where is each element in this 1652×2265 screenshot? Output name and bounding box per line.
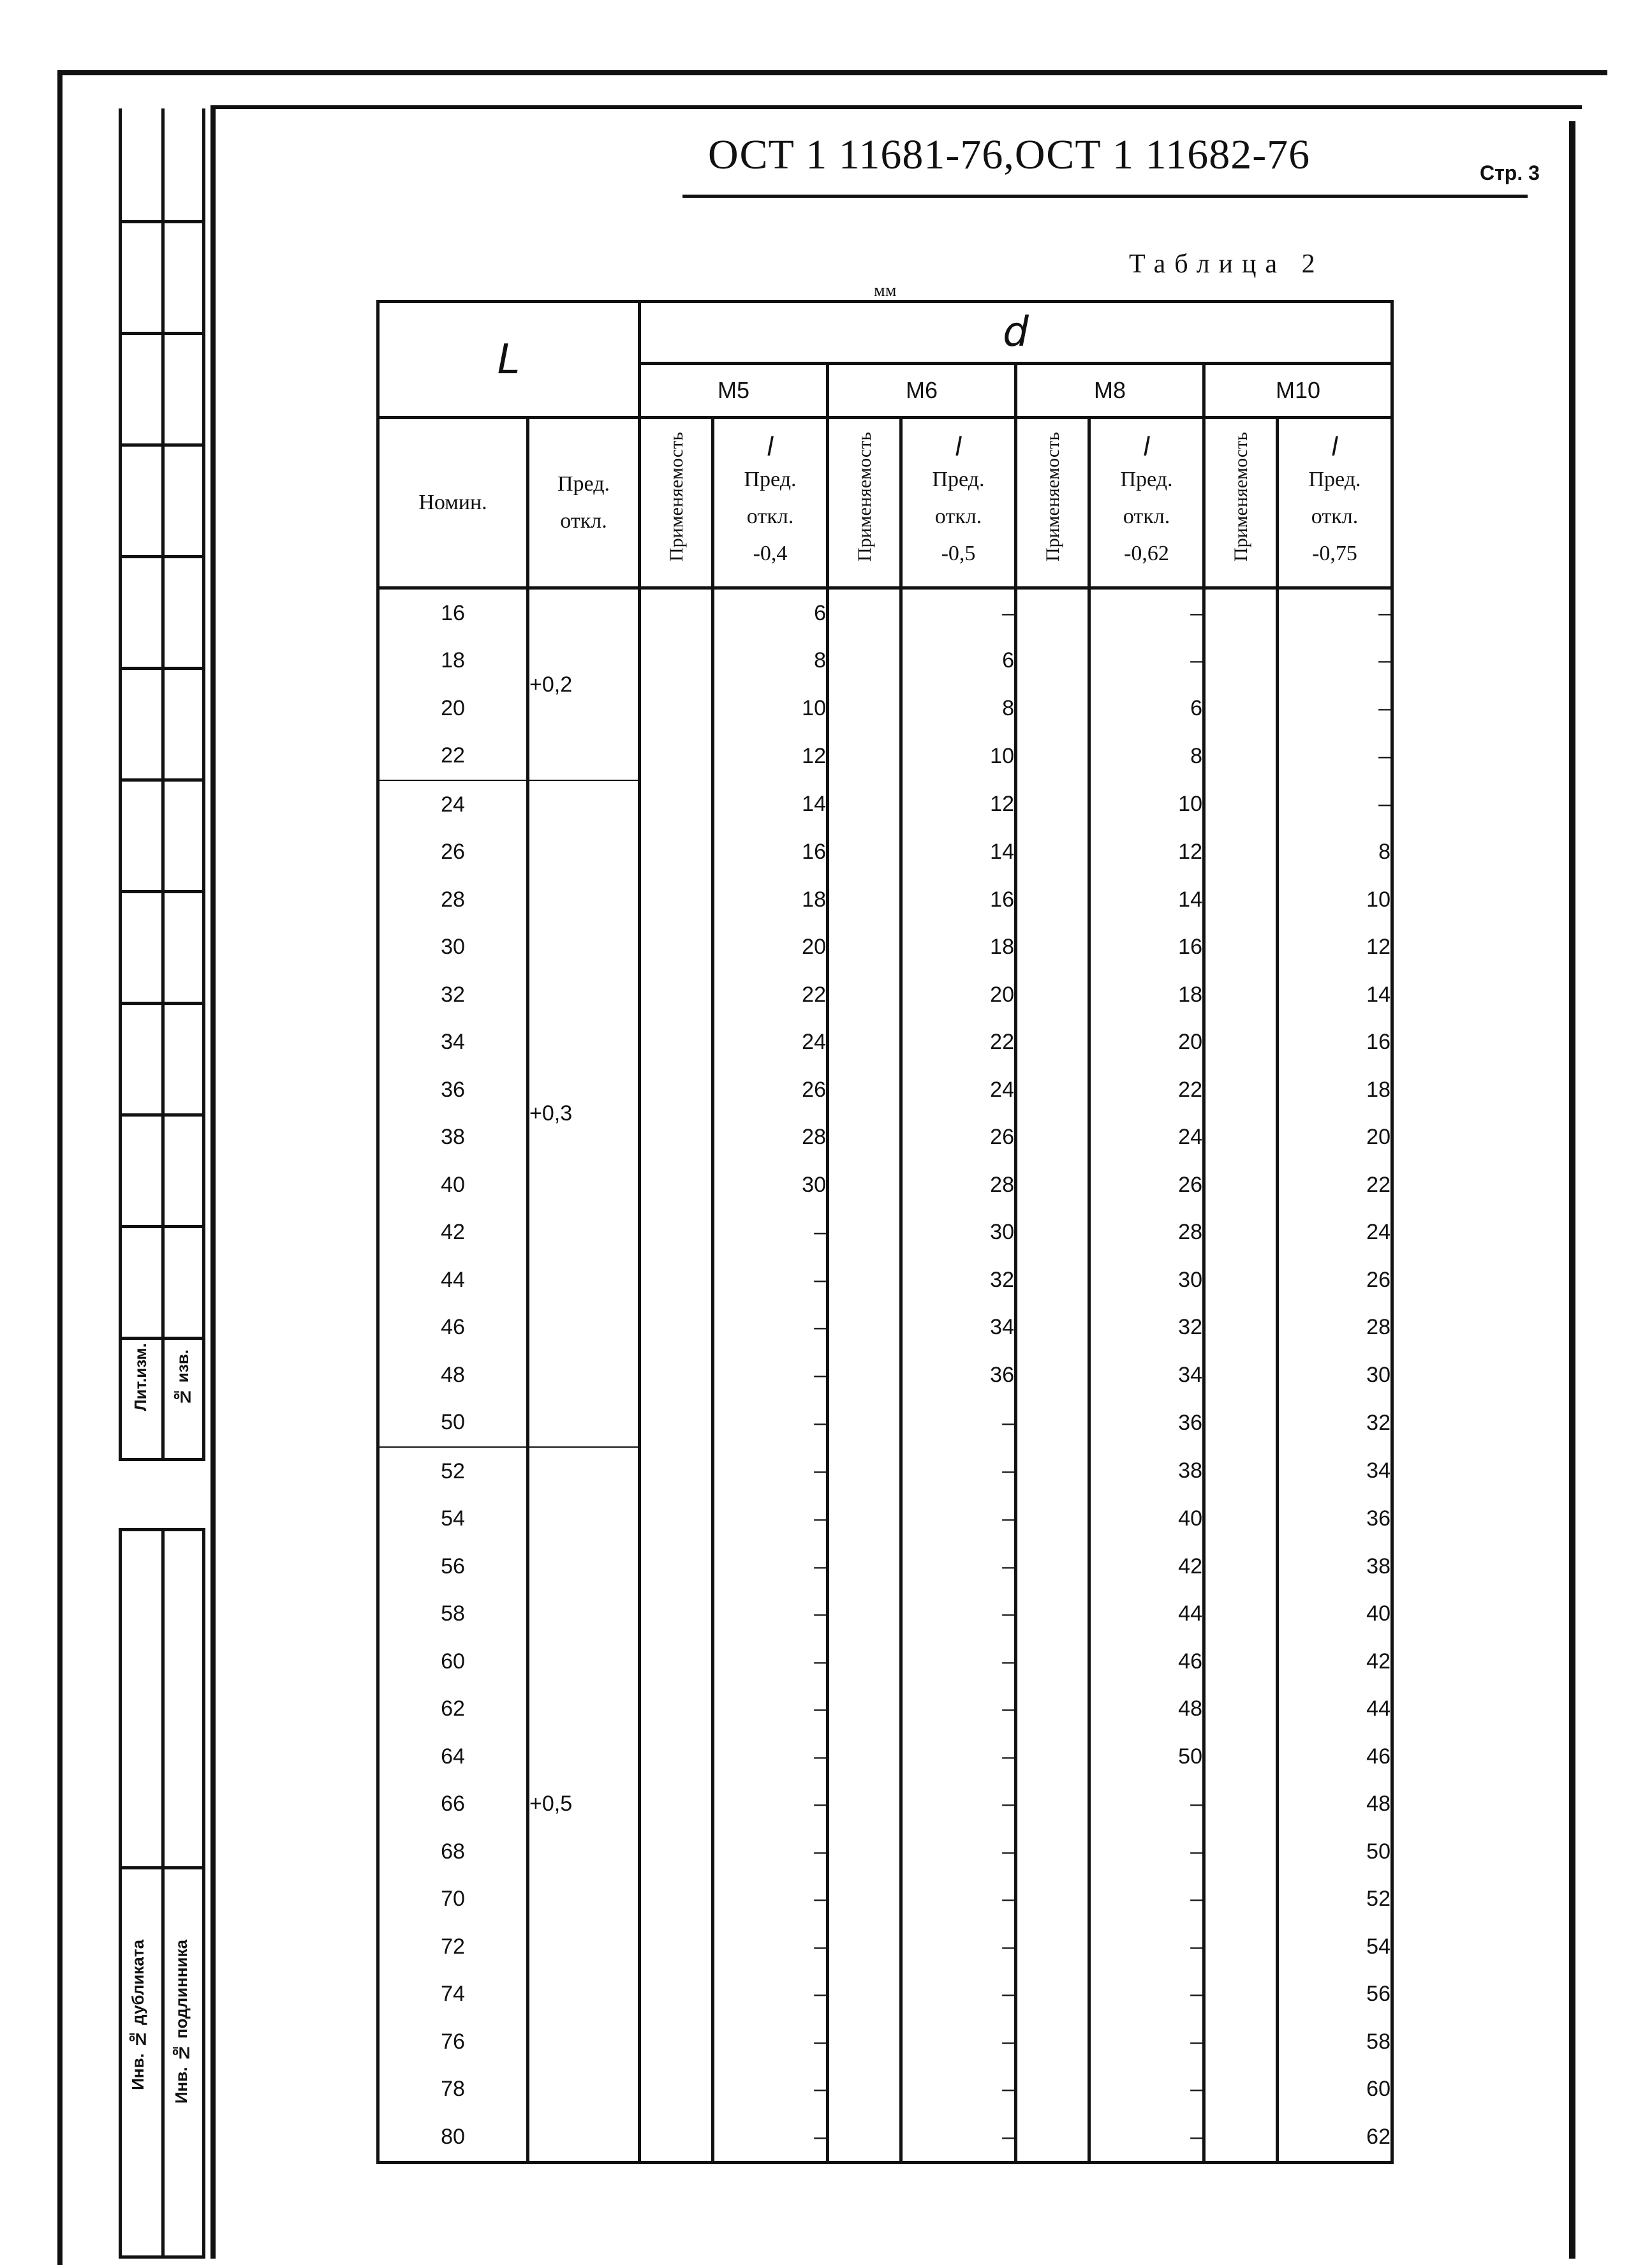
cell-length-М6: – xyxy=(901,2018,1016,2066)
cell-length-М10: 50 xyxy=(1278,1828,1392,1876)
cell-length-М5: 14 xyxy=(713,780,828,829)
cell-length-М10: 32 xyxy=(1278,1399,1392,1448)
cell-nominal: 58 xyxy=(378,1591,528,1638)
cell-length-М8: 44 xyxy=(1089,1591,1204,1638)
cell-nominal: 66 xyxy=(378,1781,528,1829)
cell-length-М5: – xyxy=(713,1447,828,1496)
cell-nominal: 78 xyxy=(378,2066,528,2114)
cell-length-М6: 32 xyxy=(901,1256,1016,1304)
cell-length-М6: – xyxy=(901,1543,1016,1591)
cell-length-М10: 16 xyxy=(1278,1019,1392,1067)
table-caption: Таблица 2 xyxy=(1129,249,1324,279)
cell-length-М6: – xyxy=(901,1971,1016,2019)
cell-length-М5: 8 xyxy=(713,637,828,685)
cell-length-М8: 28 xyxy=(1089,1209,1204,1257)
cell-length-М8: 40 xyxy=(1089,1496,1204,1543)
cell-length-М6: 8 xyxy=(901,685,1016,732)
header-l-m8: l Пред. откл. -0,62 xyxy=(1089,418,1204,588)
cell-nominal: 76 xyxy=(378,2018,528,2066)
cell-length-М5: – xyxy=(713,2066,828,2114)
cell-length-М10: 28 xyxy=(1278,1304,1392,1352)
dimension-table xyxy=(376,300,1394,2164)
cell-length-М5: 22 xyxy=(713,971,828,1019)
cell-length-М8: 38 xyxy=(1089,1447,1204,1496)
cell-length-М8: – xyxy=(1089,1828,1204,1876)
cell-length-М8: – xyxy=(1089,2066,1204,2114)
cell-nominal: 64 xyxy=(378,1733,528,1781)
cell-length-М5: 18 xyxy=(713,876,828,924)
cell-length-М10: 8 xyxy=(1278,829,1392,877)
cell-length-М8: 30 xyxy=(1089,1256,1204,1304)
cell-tolerance: +0,5 xyxy=(528,1447,640,2162)
cell-length-М8: 14 xyxy=(1089,876,1204,924)
table-row xyxy=(378,588,1392,637)
cell-length-М6: – xyxy=(901,588,1016,637)
cell-length-М10: 20 xyxy=(1278,1114,1392,1162)
cell-length-М10: 18 xyxy=(1278,1066,1392,1114)
cell-nominal: 60 xyxy=(378,1638,528,1686)
header-primen-m10: Применяемость xyxy=(1204,418,1278,588)
cell-nominal: 32 xyxy=(378,971,528,1019)
cell-length-М8: 36 xyxy=(1089,1399,1204,1448)
cell-length-М5: – xyxy=(713,1638,828,1686)
cell-length-М10: 40 xyxy=(1278,1591,1392,1638)
cell-length-М5: – xyxy=(713,1828,828,1876)
cell-length-М6: – xyxy=(901,1733,1016,1781)
cell-length-М5: 28 xyxy=(713,1114,828,1162)
cell-length-М8: – xyxy=(1089,588,1204,637)
cell-length-М8: – xyxy=(1089,1876,1204,1924)
cell-nominal: 50 xyxy=(378,1399,528,1448)
header-m10: М10 xyxy=(1204,364,1392,418)
cell-length-М8: 32 xyxy=(1089,1304,1204,1352)
cell-applicability xyxy=(1016,588,1089,2163)
cell-applicability xyxy=(1204,588,1278,2163)
page-number: Стр. 3 xyxy=(1480,161,1540,184)
cell-length-М6: 24 xyxy=(901,1066,1016,1114)
document-header xyxy=(682,131,1540,195)
cell-length-М6: – xyxy=(901,1496,1016,1543)
cell-length-М6: – xyxy=(901,1781,1016,1829)
cell-nominal: 52 xyxy=(378,1447,528,1496)
cell-length-М6: 18 xyxy=(901,924,1016,972)
cell-length-М5: – xyxy=(713,1733,828,1781)
cell-nominal: 56 xyxy=(378,1543,528,1591)
cell-length-М5: – xyxy=(713,1209,828,1257)
cell-length-М6: 34 xyxy=(901,1304,1016,1352)
table-body xyxy=(378,588,1392,2163)
cell-length-М6: 14 xyxy=(901,829,1016,877)
cell-length-М5: 6 xyxy=(713,588,828,637)
cell-length-М5: 26 xyxy=(713,1066,828,1114)
cell-length-М8: 8 xyxy=(1089,732,1204,781)
cell-length-М6: 30 xyxy=(901,1209,1016,1257)
cell-length-М10: 52 xyxy=(1278,1876,1392,1924)
cell-length-М5: 24 xyxy=(713,1019,828,1067)
cell-length-М8: 46 xyxy=(1089,1638,1204,1686)
cell-length-М10: 36 xyxy=(1278,1496,1392,1543)
cell-length-М10: 54 xyxy=(1278,1923,1392,1971)
cell-length-М10: – xyxy=(1278,685,1392,732)
cell-length-М6: – xyxy=(901,1638,1016,1686)
cell-nominal: 38 xyxy=(378,1114,528,1162)
cell-length-М5: – xyxy=(713,1923,828,1971)
cell-length-М6: 6 xyxy=(901,637,1016,685)
cell-length-М6: – xyxy=(901,1828,1016,1876)
cell-length-М10: 60 xyxy=(1278,2066,1392,2114)
cell-length-М10: 48 xyxy=(1278,1781,1392,1829)
cell-length-М5: – xyxy=(713,1876,828,1924)
side-stamp-bottom xyxy=(119,1528,205,2259)
cell-length-М10: – xyxy=(1278,780,1392,829)
frame-inner-top xyxy=(210,105,1582,109)
cell-length-М8: 50 xyxy=(1089,1733,1204,1781)
cell-length-М10: 42 xyxy=(1278,1638,1392,1686)
cell-length-М10: 10 xyxy=(1278,876,1392,924)
cell-length-М8: – xyxy=(1089,1781,1204,1829)
cell-length-М5: 10 xyxy=(713,685,828,732)
frame-inner-left xyxy=(210,105,216,2259)
cell-length-М6: 22 xyxy=(901,1019,1016,1067)
side-label-izv: № изв. xyxy=(173,1349,192,1407)
cell-nominal: 46 xyxy=(378,1304,528,1352)
cell-length-М6: – xyxy=(901,1686,1016,1734)
cell-length-М10: 26 xyxy=(1278,1256,1392,1304)
header-primen-m6: Применяемость xyxy=(828,418,901,588)
side-label-lit: Лит.изм. xyxy=(131,1343,150,1411)
cell-nominal: 44 xyxy=(378,1256,528,1304)
cell-length-М6: 28 xyxy=(901,1161,1016,1209)
cell-nominal: 70 xyxy=(378,1876,528,1924)
cell-length-М6: – xyxy=(901,2066,1016,2114)
cell-tolerance: +0,3 xyxy=(528,780,640,1447)
cell-nominal: 54 xyxy=(378,1496,528,1543)
cell-length-М6: 12 xyxy=(901,780,1016,829)
header-L: L xyxy=(378,302,640,418)
cell-nominal: 72 xyxy=(378,1923,528,1971)
cell-length-М5: – xyxy=(713,1971,828,2019)
header-rule xyxy=(682,195,1528,198)
cell-length-М10: 12 xyxy=(1278,924,1392,972)
cell-length-М8: – xyxy=(1089,1923,1204,1971)
cell-length-М10: 24 xyxy=(1278,1209,1392,1257)
cell-nominal: 28 xyxy=(378,876,528,924)
cell-length-М8: – xyxy=(1089,2113,1204,2162)
cell-length-М5: 30 xyxy=(713,1161,828,1209)
cell-length-М5: – xyxy=(713,1399,828,1448)
cell-length-М10: – xyxy=(1278,588,1392,637)
cell-nominal: 22 xyxy=(378,732,528,781)
cell-length-М10: 34 xyxy=(1278,1447,1392,1496)
header-m6: М6 xyxy=(828,364,1016,418)
cell-tolerance: +0,2 xyxy=(528,588,640,781)
cell-length-М6: – xyxy=(901,1591,1016,1638)
cell-length-М6: – xyxy=(901,2113,1016,2162)
cell-nominal: 18 xyxy=(378,637,528,685)
cell-length-М8: 26 xyxy=(1089,1161,1204,1209)
cell-length-М8: 20 xyxy=(1089,1019,1204,1067)
header-primen-m5: Применяемость xyxy=(640,418,713,588)
cell-nominal: 24 xyxy=(378,780,528,829)
header-l-m10: l Пред. откл. -0,75 xyxy=(1278,418,1392,588)
cell-nominal: 42 xyxy=(378,1209,528,1257)
cell-length-М8: 16 xyxy=(1089,924,1204,972)
cell-length-М6: 26 xyxy=(901,1114,1016,1162)
cell-length-М10: 58 xyxy=(1278,2018,1392,2066)
cell-nominal: 20 xyxy=(378,685,528,732)
cell-nominal: 74 xyxy=(378,1971,528,2019)
cell-nominal: 62 xyxy=(378,1686,528,1734)
cell-applicability xyxy=(828,588,901,2163)
side-label-podlinnik: Инв. № подлинника xyxy=(172,1940,191,2104)
cell-length-М8: – xyxy=(1089,2018,1204,2066)
cell-nominal: 16 xyxy=(378,588,528,637)
cell-length-М10: 44 xyxy=(1278,1686,1392,1734)
side-label-dublikat: Инв. № дубликата xyxy=(128,1940,147,2090)
header-pred-otkl: Пред. откл. xyxy=(528,418,640,588)
cell-length-М6: 36 xyxy=(901,1351,1016,1399)
cell-length-М8: 10 xyxy=(1089,780,1204,829)
cell-length-М8: 48 xyxy=(1089,1686,1204,1734)
cell-length-М10: 38 xyxy=(1278,1543,1392,1591)
cell-length-М10: 14 xyxy=(1278,971,1392,1019)
cell-length-М5: 12 xyxy=(713,732,828,781)
cell-length-М8: 34 xyxy=(1089,1351,1204,1399)
cell-length-М10: 62 xyxy=(1278,2113,1392,2162)
header-d: d xyxy=(640,302,1392,364)
document-title: ОСТ 1 11681-76,ОСТ 1 11682-76 xyxy=(708,131,1311,178)
cell-nominal: 80 xyxy=(378,2113,528,2162)
cell-nominal: 36 xyxy=(378,1066,528,1114)
header-primen-m8: Применяемость xyxy=(1016,418,1089,588)
cell-length-М8: – xyxy=(1089,1971,1204,2019)
header-m5: М5 xyxy=(640,364,828,418)
cell-length-М8: 12 xyxy=(1089,829,1204,877)
header-m8: М8 xyxy=(1016,364,1204,418)
header-l-m5: l Пред. откл. -0,4 xyxy=(713,418,828,588)
cell-nominal: 40 xyxy=(378,1161,528,1209)
cell-length-М5: – xyxy=(713,2113,828,2162)
side-stamp-top xyxy=(119,108,205,1461)
cell-length-М5: – xyxy=(713,1591,828,1638)
cell-length-М10: 22 xyxy=(1278,1161,1392,1209)
cell-length-М6: – xyxy=(901,1399,1016,1448)
cell-length-М5: 20 xyxy=(713,924,828,972)
cell-length-М5: – xyxy=(713,1256,828,1304)
cell-length-М5: – xyxy=(713,2018,828,2066)
units-label: мм xyxy=(874,281,897,301)
cell-length-М5: – xyxy=(713,1496,828,1543)
cell-length-М10: 30 xyxy=(1278,1351,1392,1399)
cell-length-М5: – xyxy=(713,1781,828,1829)
cell-length-М8: 42 xyxy=(1089,1543,1204,1591)
cell-length-М5: – xyxy=(713,1543,828,1591)
cell-nominal: 34 xyxy=(378,1019,528,1067)
cell-nominal: 30 xyxy=(378,924,528,972)
cell-length-М6: – xyxy=(901,1447,1016,1496)
cell-applicability xyxy=(640,588,713,2163)
cell-length-М5: – xyxy=(713,1351,828,1399)
cell-nominal: 68 xyxy=(378,1828,528,1876)
cell-length-М8: 6 xyxy=(1089,685,1204,732)
cell-length-М6: 16 xyxy=(901,876,1016,924)
cell-length-М8: – xyxy=(1089,637,1204,685)
cell-nominal: 48 xyxy=(378,1351,528,1399)
cell-nominal: 26 xyxy=(378,829,528,877)
cell-length-М6: 10 xyxy=(901,732,1016,781)
cell-length-М6: – xyxy=(901,1876,1016,1924)
cell-length-М8: 24 xyxy=(1089,1114,1204,1162)
cell-length-М10: – xyxy=(1278,637,1392,685)
cell-length-М5: – xyxy=(713,1304,828,1352)
cell-length-М5: 16 xyxy=(713,829,828,877)
cell-length-М6: 20 xyxy=(901,971,1016,1019)
cell-length-М5: – xyxy=(713,1686,828,1734)
cell-length-М8: 22 xyxy=(1089,1066,1204,1114)
cell-length-М10: 46 xyxy=(1278,1733,1392,1781)
cell-length-М8: 18 xyxy=(1089,971,1204,1019)
cell-length-М10: 56 xyxy=(1278,1971,1392,2019)
cell-length-М6: – xyxy=(901,1923,1016,1971)
header-l-m6: l Пред. откл. -0,5 xyxy=(901,418,1016,588)
header-nom: Номин. xyxy=(378,418,528,588)
frame-right xyxy=(1569,121,1575,2259)
cell-length-М10: – xyxy=(1278,732,1392,781)
